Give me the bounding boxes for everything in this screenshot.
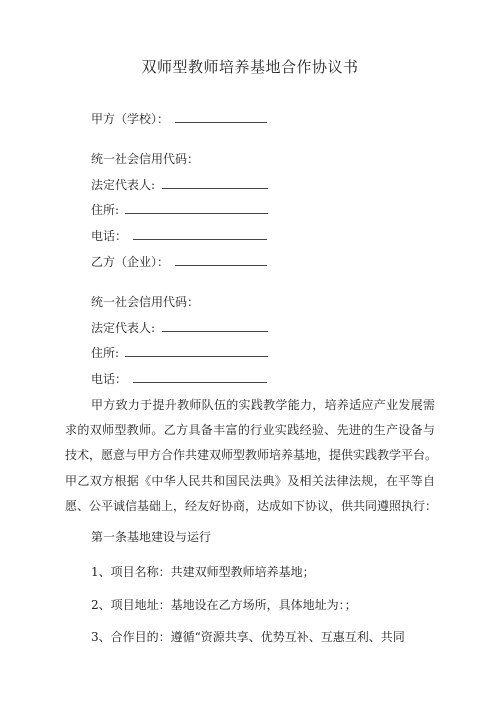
party-b-line xyxy=(91,254,267,270)
party-b-legal-rep-line xyxy=(91,320,268,336)
party-a-address-line xyxy=(91,202,268,218)
party-a-line xyxy=(91,111,267,127)
party-a-legal-rep-blank xyxy=(162,177,268,189)
party-b-address-blank xyxy=(125,345,268,357)
party-a-phone-line xyxy=(91,228,267,244)
party-b-legal-rep-blank xyxy=(162,320,268,332)
party-a-credit-code-label: 统一社会信用代码： xyxy=(91,152,200,166)
article-1-heading: 第一条基地建设与运行 xyxy=(91,530,212,544)
party-a-address-label: 住所: xyxy=(91,203,120,217)
article-1-item-3: 3、合作目的：遵循“资源共享、优势互补、互惠互利、共同 xyxy=(91,630,405,644)
party-b-credit-code-label: 统一社会信用代码： xyxy=(91,295,200,309)
document-title: 双师型教师培养基地合作协议书 xyxy=(141,58,359,76)
party-a-label: 甲方（学校）： xyxy=(91,112,170,126)
party-b-phone-label: 电话： xyxy=(91,372,128,386)
party-a-address-blank xyxy=(125,202,268,214)
party-a-credit-code-line xyxy=(91,151,199,167)
party-a-phone-blank xyxy=(133,228,267,240)
preamble-line-5: 愿、公平诚信基础上，经友好协商，达成如下协议，供共同遵照执行： xyxy=(65,499,438,513)
article-1-item-1: 1、项目名称：共建双师型教师培养基地； xyxy=(91,565,315,579)
preamble-line-3: 技术，愿意与甲方合作共建双师型教师培养基地，提供实践教学平台。 xyxy=(65,448,438,462)
party-a-phone-label: 电话： xyxy=(91,229,128,243)
party-b-blank xyxy=(175,254,267,266)
preamble-line-1: 甲方致力于提升教师队伍的实践教学能力，培养适应产业发展需 xyxy=(91,398,435,412)
party-a-legal-rep-line xyxy=(91,177,268,193)
party-a-blank xyxy=(175,111,267,123)
party-b-legal-rep-label: 法定代表人: xyxy=(91,321,156,335)
party-b-phone-blank xyxy=(133,371,267,383)
party-b-credit-code-line xyxy=(91,294,199,310)
party-b-label: 乙方（企业）： xyxy=(91,255,170,269)
party-b-address-line xyxy=(91,345,268,361)
party-b-address-label: 住所: xyxy=(91,346,120,360)
article-1-item-2: 2、项目地址：基地设在乙方场所，具体地址为：； xyxy=(91,598,357,612)
preamble-line-4: 甲乙双方根据《中华人民共和国民法典》及相关法律法规，在平等自 xyxy=(65,474,435,488)
party-a-legal-rep-label: 法定代表人: xyxy=(91,178,156,192)
party-b-phone-line xyxy=(91,371,267,387)
preamble-line-2: 求的双师型教师。乙方具备丰富的行业实践经验、先进的生产设备与 xyxy=(65,423,435,437)
